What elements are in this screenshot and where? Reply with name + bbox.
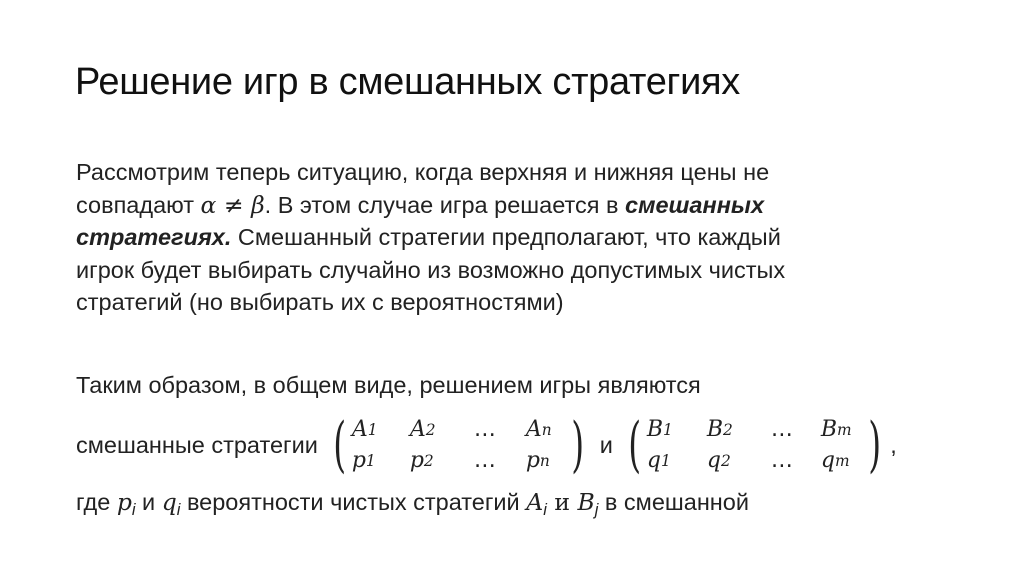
matrix-b-top-cell-2: … — [770, 417, 793, 442]
left-paren: ( — [333, 410, 347, 480]
text: совпадают — [76, 191, 201, 218]
subscript-i: i — [543, 500, 547, 519]
subscript-i: i — [176, 500, 181, 519]
matrix-a-bottom-cell-3: p n — [525, 448, 550, 473]
matrix-b-bottom-cell-3: q m — [820, 448, 850, 473]
matrix-a-bottom-cell-0: p 1 — [351, 448, 376, 473]
text: и — [593, 431, 620, 458]
matrix-a-top-cell-0: A 1 — [351, 417, 378, 442]
paragraph-general-solution — [76, 369, 956, 402]
right-paren: ) — [868, 410, 882, 480]
matrix-a-top-cell-1: A 2 — [409, 417, 436, 442]
text: , — [890, 431, 897, 458]
subscript-j: j — [594, 500, 599, 519]
text-line — [76, 486, 956, 526]
subscript-i: i — [131, 500, 136, 519]
matrix-a-top-cell-2: … — [473, 417, 496, 442]
slide-title: Решение игр в смешанных стратегиях — [75, 61, 740, 103]
mixed-strategy-matrices-line — [76, 410, 897, 480]
text: смешанные стратегии — [76, 431, 325, 458]
matrix-player-b — [623, 410, 886, 480]
paragraph-mixed-strategies-intro — [76, 156, 956, 319]
matrix-a-bottom-cell-1: p 2 — [409, 448, 434, 473]
text-line — [76, 254, 956, 287]
matrix-player-a — [328, 410, 589, 480]
emphasis-mixed: смешанных — [625, 191, 765, 218]
matrix-b-top-cell-0: B 1 — [646, 417, 673, 442]
text: и — [135, 489, 162, 515]
probabilities-line — [76, 486, 956, 526]
text: . В этом случае игра решается в — [264, 191, 626, 218]
matrix-b-bottom-cell-2: … — [770, 448, 793, 473]
matrix-b-bottom-cell-1: q 2 — [706, 448, 731, 473]
alpha-symbol: α — [200, 190, 217, 219]
text: в смешанной — [598, 489, 749, 515]
matrix-b-top-cell-1: B 2 — [706, 417, 733, 442]
matrix-a-bottom-cell-2: … — [473, 448, 496, 473]
text: игрок будет выбирать случайно из возможно допустимых чистых — [76, 256, 786, 283]
left-paren: ( — [628, 410, 642, 480]
text: Таким образом, в общем виде, решением игры являются — [76, 372, 701, 398]
text-line — [76, 189, 956, 222]
matrix-b-bottom-cell-0: q 1 — [646, 448, 671, 473]
text: и — [546, 488, 578, 516]
text: где — [76, 489, 117, 515]
text: вероятности чистых стратегий — [180, 489, 527, 515]
text-line — [76, 369, 956, 402]
text-line — [76, 286, 956, 319]
matrix-a-top-cell-3: A n — [525, 417, 552, 442]
text: Рассмотрим теперь ситуацию, когда верхняя и нижняя цены не — [76, 159, 770, 185]
matrix-a-grid — [352, 414, 566, 476]
p-symbol: p — [116, 488, 132, 516]
text-line — [76, 156, 956, 189]
a-symbol: A — [526, 488, 544, 516]
right-paren: ) — [571, 410, 584, 480]
not-equal-symbol: ≠ — [216, 190, 252, 219]
text: стратегий (но выбирать их с вероятностями) — [76, 289, 564, 315]
emphasis-strategies: стратегиях. — [76, 224, 232, 250]
q-symbol: q — [161, 488, 177, 516]
matrix-b-top-cell-3: B m — [820, 417, 852, 442]
beta-symbol: β — [251, 190, 265, 219]
text: Смешанный стратегии предполагают, что каждый — [231, 224, 781, 250]
matrix-b-grid — [647, 414, 863, 476]
text-line — [76, 221, 956, 254]
b-symbol: B — [577, 488, 595, 516]
